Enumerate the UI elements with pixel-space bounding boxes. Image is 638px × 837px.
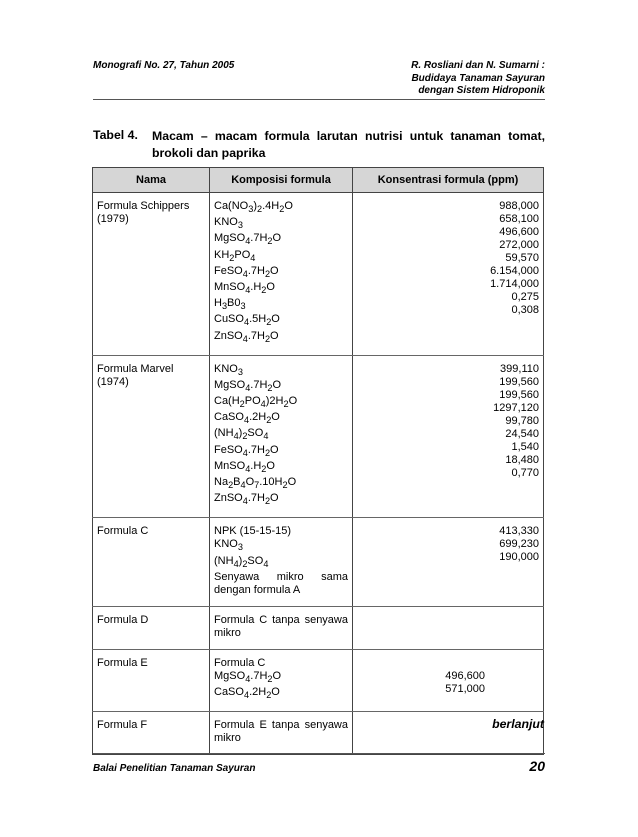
composition-compound: $(NH_4)_2SO_4$ bbox=[214, 554, 269, 569]
composition-compound: $MnSO_4.H_2O$ bbox=[214, 280, 275, 296]
table-row bbox=[93, 712, 544, 755]
composition-compound: $Na_2B_4O_7.10H_2O$ bbox=[214, 476, 297, 491]
composition-compound: $CaSO_4.2H_2O$ bbox=[214, 685, 280, 701]
composition-compound: $CuSO_4.5H_2O$ bbox=[214, 313, 280, 328]
composition-compound: $(NH_4)_2SO_4$ bbox=[214, 427, 269, 442]
formula-name-line: Formula Schippers bbox=[97, 200, 190, 212]
concentration-value: 413,330 bbox=[499, 525, 539, 538]
concentration-value: 199,560 bbox=[499, 388, 539, 401]
concentration-value: 0,308 bbox=[511, 304, 539, 316]
formula-composition-cell bbox=[210, 649, 353, 711]
formula-name-line: Formula Marvel bbox=[97, 362, 174, 375]
composition-compound: $Ca(H_2PO_4)2H_2O$ bbox=[214, 395, 298, 410]
composition-compound: $KNO_3$ bbox=[214, 538, 243, 553]
running-header-right bbox=[285, 60, 545, 98]
composition-compound: Formula E tanpa senyawa bbox=[214, 719, 348, 732]
table-row bbox=[93, 518, 544, 606]
footer-rule bbox=[93, 753, 545, 754]
header-author-line: R. Rosliani dan N. Sumarni : bbox=[411, 60, 545, 71]
formula-composition-cell bbox=[210, 606, 353, 649]
concentration-value: 0,770 bbox=[511, 466, 539, 479]
formula-composition-cell bbox=[210, 518, 353, 606]
concentration-value: 18,480 bbox=[505, 453, 539, 466]
nutrient-formula-table bbox=[92, 167, 544, 755]
formula-composition-cell bbox=[210, 712, 353, 755]
composition-compound: $MgSO_4.7H_2O$ bbox=[214, 378, 282, 394]
formula-concentration-cell bbox=[353, 518, 544, 606]
concentration-value: 1.714,000 bbox=[490, 278, 539, 290]
continued-note: berlanjut bbox=[492, 717, 544, 731]
concentration-value: 571,000 bbox=[445, 682, 485, 695]
concentration-value: 1,540 bbox=[511, 440, 539, 453]
composition-compound: Formula C bbox=[214, 656, 266, 669]
formula-name-line: (1979) bbox=[97, 213, 129, 225]
concentration-value: 496,600 bbox=[445, 669, 485, 682]
formula-name-cell bbox=[93, 649, 210, 711]
concentration-value: 0,275 bbox=[511, 291, 539, 303]
formula-name-cell bbox=[93, 518, 210, 606]
concentration-value bbox=[357, 657, 485, 670]
concentration-value: 1297,120 bbox=[493, 401, 539, 414]
header-subtitle-line: dengan Sistem Hidroponik bbox=[418, 85, 545, 96]
composition-compound: mikro bbox=[214, 626, 241, 639]
composition-compound: $FeSO_4.7H_2O$ bbox=[214, 443, 279, 458]
header-rule bbox=[93, 99, 545, 100]
composition-compound: NPK (15-15-15) bbox=[214, 525, 292, 538]
concentration-value: 59,570 bbox=[505, 252, 539, 264]
concentration-value: 988,000 bbox=[499, 200, 539, 212]
formula-concentration-cell bbox=[353, 193, 544, 356]
concentration-value: 190,000 bbox=[499, 551, 539, 564]
composition-compound: $CaSO_4.2H_2O$ bbox=[214, 411, 280, 426]
formula-name-line: Formula F bbox=[97, 719, 148, 732]
formula-name-line: (1974) bbox=[97, 375, 129, 388]
composition-compound: $KNO_3$ bbox=[214, 362, 243, 377]
formula-name-cell bbox=[93, 193, 210, 356]
formula-concentration-cell bbox=[353, 649, 544, 711]
formula-name-line: Formula D bbox=[97, 613, 149, 626]
concentration-value: 272,000 bbox=[499, 239, 539, 251]
table-row bbox=[93, 606, 544, 649]
concentration-value: 658,100 bbox=[499, 213, 539, 225]
composition-compound: dengan formula A bbox=[214, 583, 301, 596]
composition-compound: $ZnSO_4.7H_2O$ bbox=[214, 492, 279, 507]
concentration-value: 99,780 bbox=[505, 414, 539, 427]
table-row bbox=[93, 193, 544, 356]
composition-compound: Senyawa mikro sama bbox=[214, 570, 348, 583]
composition-compound: $KH_2PO_4$ bbox=[214, 248, 256, 263]
composition-compound: $FeSO_4.7H_2O$ bbox=[214, 264, 279, 279]
header-title-line: Budidaya Tanaman Sayuran bbox=[411, 72, 545, 84]
table-header-row bbox=[93, 168, 544, 193]
running-header-left: Monografi No. 27, Tahun 2005 bbox=[93, 60, 235, 71]
formula-concentration-cell bbox=[353, 355, 544, 518]
header-komposisi: Komposisi formula bbox=[210, 168, 353, 193]
formula-name-line: Formula E bbox=[97, 656, 148, 669]
table-row bbox=[93, 649, 544, 711]
table-caption-label: Tabel 4. bbox=[93, 128, 138, 142]
table-caption-text: Macam – macam formula larutan nutrisi untuk tanaman tomat, brokoli dan paprika bbox=[152, 129, 545, 160]
composition-compound: mikro bbox=[214, 732, 241, 745]
composition-compound: $MnSO_4.H_2O$ bbox=[214, 459, 275, 474]
concentration-value: 399,110 bbox=[500, 362, 539, 375]
concentration-value: 6.154,000 bbox=[490, 265, 539, 277]
table-body bbox=[93, 193, 544, 755]
formula-concentration-cell bbox=[353, 606, 544, 649]
footer-institution: Balai Penelitian Tanaman Sayuran bbox=[93, 763, 256, 774]
concentration-value: 699,230 bbox=[499, 538, 539, 551]
composition-compound: $H_3B0_3$ bbox=[214, 297, 246, 312]
composition-compound: $MgSO_4.7H_2O$ bbox=[214, 669, 282, 684]
composition-compound: Formula C tanpa senyawa bbox=[214, 613, 348, 626]
header-nama: Nama bbox=[93, 168, 210, 193]
header-konsentrasi: Konsentrasi formula (ppm) bbox=[353, 168, 544, 193]
formula-composition-cell bbox=[210, 355, 353, 518]
table-row bbox=[93, 355, 544, 518]
concentration-value: 24,540 bbox=[505, 427, 539, 440]
composition-compound: $ZnSO_4.7H_2O$ bbox=[214, 329, 279, 344]
composition-compound: $MgSO_4.7H_2O$ bbox=[214, 232, 282, 247]
formula-name-cell bbox=[93, 712, 210, 755]
composition-compound: $Ca(NO_3)_2.4H_2O$ bbox=[214, 200, 293, 215]
formula-name-line: Formula C bbox=[97, 525, 149, 538]
formula-name-cell bbox=[93, 355, 210, 518]
composition-compound: $KNO_3$ bbox=[214, 216, 243, 231]
page-number: 20 bbox=[529, 758, 545, 774]
concentration-value: 496,600 bbox=[499, 226, 539, 238]
formula-name-cell bbox=[93, 606, 210, 649]
concentration-value: 199,560 bbox=[499, 375, 539, 388]
formula-composition-cell bbox=[210, 193, 353, 356]
